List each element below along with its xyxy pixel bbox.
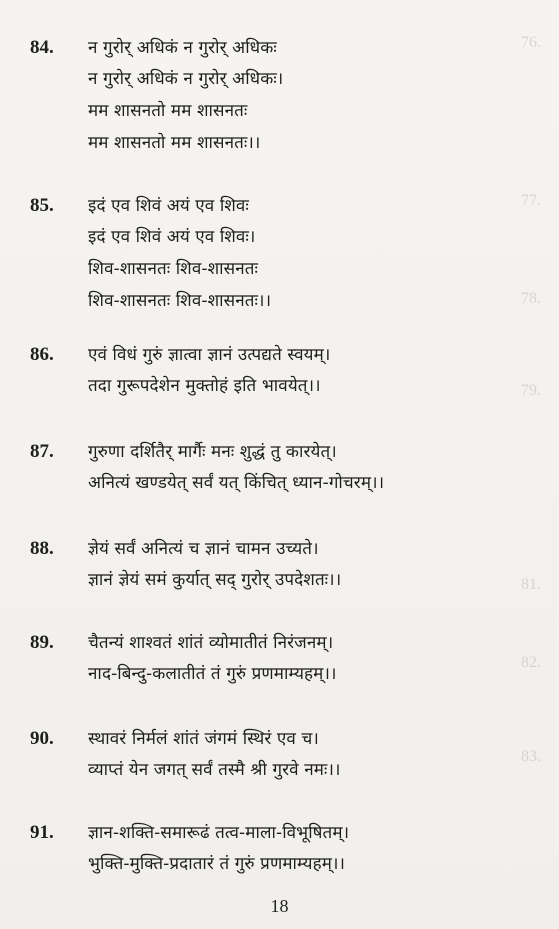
verse-line: न गुरोर् अधिकं न गुरोर् अधिकः। [88, 69, 284, 89]
verse-line: इदं एव शिवं अयं एव शिवः। [88, 227, 256, 247]
verse-number: 86. [30, 344, 54, 365]
verse-line: ज्ञान-शक्ति-समारूढं तत्व-माला-विभूषितम्। [88, 823, 350, 843]
bleed-through-mark: 82. [521, 654, 541, 671]
verse-line: व्याप्तं येन जगत् सर्वं तस्मै श्री गुरवे नमः।। [88, 760, 341, 780]
verse-line: स्थावरं निर्मलं शांतं जंगमं स्थिरं एव च। [88, 729, 319, 749]
bleed-through-mark: 83. [521, 748, 541, 765]
page-number: 18 [270, 896, 289, 916]
verse-number: 88. [30, 538, 54, 559]
bleed-through-mark: 76. [521, 34, 541, 51]
verse-line: नाद-बिन्दु-कलातीतं तं गुरुं प्रणमाम्यहम्।। [88, 664, 337, 684]
bleed-through-mark: 77. [521, 192, 541, 209]
verse-line: शिव-शासनतः शिव-शासनतः [88, 259, 259, 279]
verse-line: इदं एव शिवं अयं एव शिवः [88, 196, 249, 216]
verse-number: 85. [30, 195, 54, 216]
verse-line: तदा गुरूपदेशेन मुक्तोहं इति भावयेत्।। [88, 376, 321, 396]
verse-number: 91. [30, 822, 54, 843]
verse-line: चैतन्यं शाश्वतं शांतं व्योमातीतं निरंजनम्। [88, 633, 334, 653]
verse-line: भुक्ति-मुक्ति-प्रदातारं तं गुरुं प्रणमाम्यहम्।। [88, 854, 346, 874]
verse-line: ज्ञानं ज्ञेयं समं कुर्यात् सद् गुरोर् उपदेशतः।। [88, 570, 342, 590]
verse-number: 84. [30, 37, 54, 58]
verse-line: मम शासनतो मम शासनतः।। [88, 133, 261, 153]
verse-line: अनित्यं खण्डयेत् सर्वं यत् किंचित् ध्यान-गोचरम्।। [88, 473, 385, 493]
verse-line: गुरुणा दर्शितैर् मार्गैः मनः शुद्धं तु कारयेत्। [88, 442, 337, 462]
verse-number: 90. [30, 728, 54, 749]
verse-line: न गुरोर् अधिकं न गुरोर् अधिकः [88, 38, 277, 58]
verse-line: शिव-शासनतः शिव-शासनतः।। [88, 291, 272, 311]
bleed-through-mark: 78. [521, 290, 541, 307]
verse-number: 87. [30, 441, 54, 462]
bleed-through-mark: 81. [521, 576, 541, 593]
verse-number: 89. [30, 632, 54, 653]
verse-line: ज्ञेयं सर्वं अनित्यं च ज्ञानं चामन उच्यते। [88, 539, 319, 559]
bleed-through-mark: 79. [521, 382, 541, 399]
verse-line: मम शासनतो मम शासनतः [88, 101, 248, 121]
verse-line: एवं विधं गुरुं ज्ञात्वा ज्ञानं उत्पद्यते स्वयम्। [88, 345, 331, 365]
